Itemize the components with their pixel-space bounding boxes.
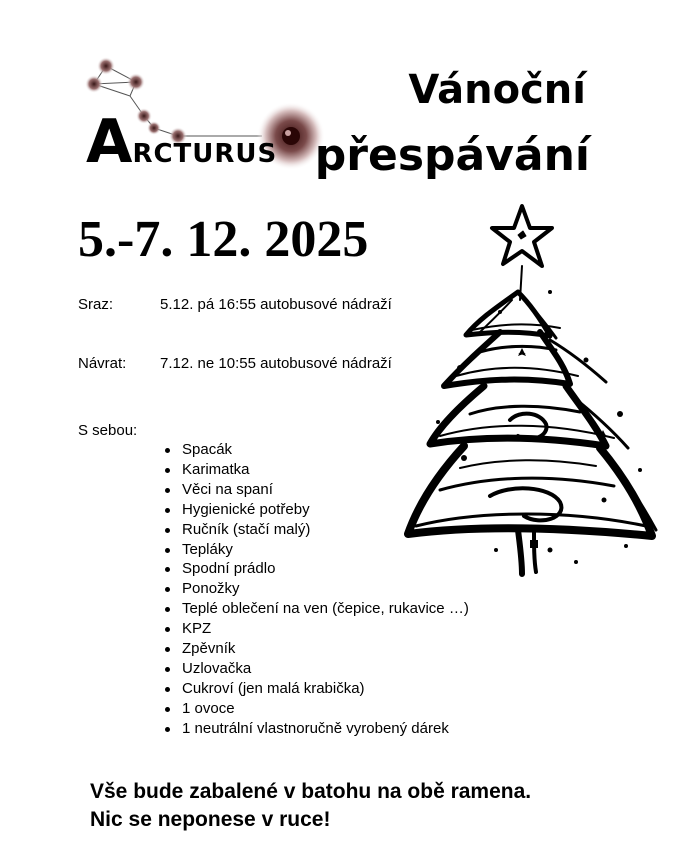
bullet-icon [165, 627, 170, 632]
list-item-text: KPZ [182, 620, 212, 638]
list-item-text: Hygienické potřeby [182, 500, 310, 518]
bring-label: S sebou: [78, 422, 138, 439]
page-title-line-2: přespávání [314, 130, 590, 181]
page-title-line-1: Vánoční [408, 67, 586, 113]
list-item-text: Karimatka [182, 460, 250, 478]
list-item-text: Uzlovačka [182, 659, 252, 677]
logo-initial: A [86, 107, 133, 177]
list-item-text: Ponožky [182, 580, 240, 598]
list-item [162, 599, 469, 619]
bullet-icon [165, 528, 170, 533]
list-item-text: Věci na spaní [182, 480, 273, 498]
return-value: 7.12. ne 10:55 autobusové nádraží [160, 355, 392, 369]
list-item [162, 659, 469, 679]
list-item [162, 699, 469, 719]
bullet-icon [165, 508, 170, 513]
bullet-icon [165, 707, 170, 712]
bullet-icon [165, 567, 170, 572]
return-label: Návrat: [78, 355, 127, 369]
list-item-text: Ručník (stačí malý) [182, 520, 311, 538]
christmas-tree-icon [400, 200, 662, 590]
list-item-text: 1 neutrální vlastnoručně vyrobený dárek [182, 719, 449, 737]
list-item [162, 619, 469, 639]
list-item-text: Cukroví (jen malá krabička) [182, 679, 365, 697]
list-item-text: Zpěvník [182, 640, 236, 658]
bullet-icon [165, 727, 170, 732]
logo-wordmark [86, 107, 278, 177]
list-item-text: Spodní prádlo [182, 560, 276, 578]
bullet-icon [165, 548, 170, 553]
event-date: 5.-7. 12. 2025 [78, 211, 369, 268]
bullet-icon [165, 468, 170, 473]
return-row [78, 355, 392, 369]
list-item [162, 719, 469, 739]
list-item-text: 1 ovoce [182, 699, 235, 717]
meeting-value: 5.12. pá 16:55 autobusové nádraží [160, 296, 392, 313]
list-item-text: Tepláky [182, 540, 233, 558]
meeting-label: Sraz: [78, 296, 114, 313]
bullet-icon [165, 687, 170, 692]
bullet-icon [165, 448, 170, 453]
meeting-row [78, 296, 392, 314]
list-item [162, 639, 469, 659]
bullet-icon [165, 647, 170, 652]
footer-line-1: Vše bude zabalené v batohu na obě ramena. [90, 780, 532, 803]
footer-note [90, 778, 531, 834]
list-item [162, 679, 469, 699]
bullet-icon [165, 488, 170, 493]
list-item-text: Spacák [182, 441, 233, 458]
bullet-icon [165, 667, 170, 672]
bullet-icon [165, 587, 170, 592]
list-item-text: Teplé oblečení na ven (čepice, rukavice …) [182, 600, 469, 618]
logo-text: RCTURUS [132, 139, 278, 169]
bullet-icon [165, 607, 170, 612]
footer-line-2: Nic se neponese v ruce! [90, 808, 331, 831]
